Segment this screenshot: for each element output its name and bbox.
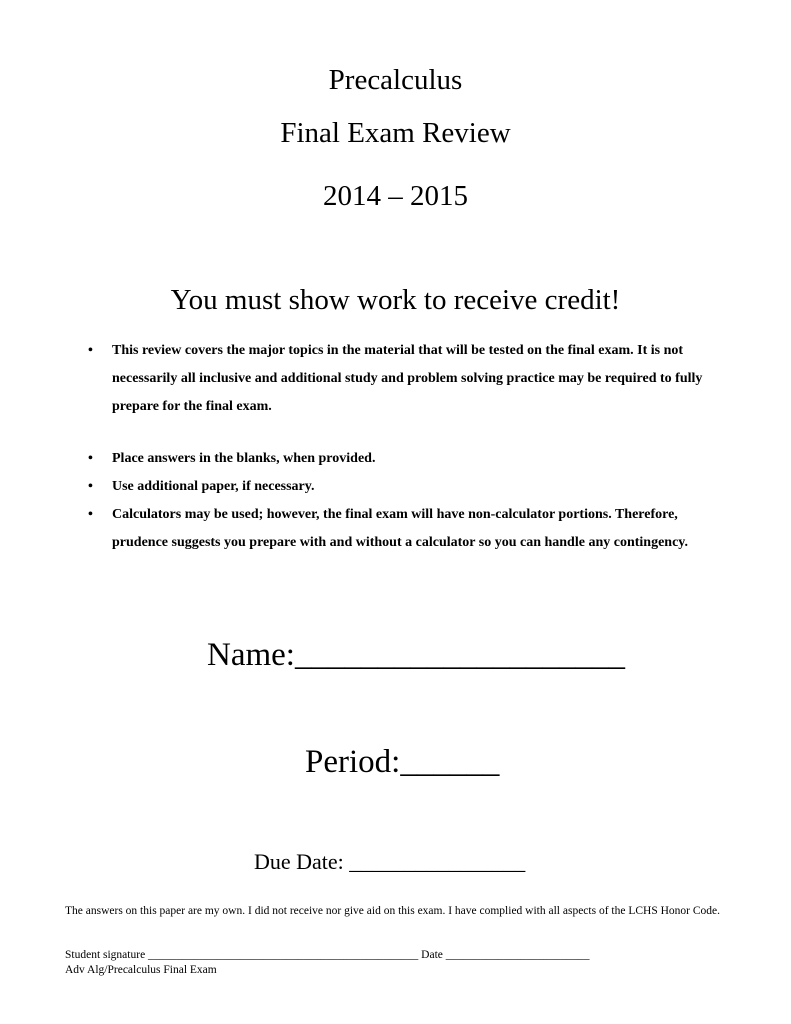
signature-blank[interactable]: _______________________________________________ — [148, 949, 419, 961]
bullet-icon: • — [88, 507, 93, 522]
period-label: Period: — [305, 744, 401, 780]
honor-statement: The answers on this paper are my own. I did not receive nor give aid on this exam. I have complied with all aspects of the LCHS Honor Code. — [65, 905, 721, 917]
bullet-icon: • — [88, 343, 93, 358]
due-date-field — [254, 849, 525, 875]
instructions-list — [86, 337, 706, 557]
school-year: 2014 – 2015 — [323, 180, 468, 212]
due-date-blank[interactable]: ________________ — [349, 849, 526, 874]
bullet-icon: • — [88, 479, 93, 494]
instruction-item — [86, 473, 706, 501]
instruction-item — [86, 337, 706, 421]
period-blank[interactable]: ______ — [400, 744, 500, 780]
course-title: Precalculus — [328, 64, 463, 96]
instruction-text: Use additional paper, if necessary. — [112, 479, 315, 494]
footer-text: Adv Alg/Precalculus Final Exam — [65, 964, 217, 976]
document-title: Final Exam Review — [280, 117, 511, 149]
instruction-item — [86, 445, 706, 473]
name-blank[interactable]: ____________________ — [294, 637, 625, 673]
name-label: Name: — [207, 637, 295, 673]
date-blank[interactable]: _________________________ — [445, 949, 590, 961]
instruction-text: Calculators may be used; however, the final exam will have non-calculator portions. Therefore, prudence suggests you prepare with and without a calculator so you can handle any contingency. — [112, 507, 689, 550]
date-label: Date — [418, 949, 446, 961]
name-field — [207, 637, 625, 674]
instruction-item — [86, 501, 706, 557]
show-work-notice: You must show work to receive credit! — [170, 284, 621, 316]
instruction-text: This review covers the major topics in the material that will be tested on the final exam. It is not necessarily all inclusive and additional study and problem solving practice may be required to fully prepare for the final exam. — [112, 343, 703, 414]
due-date-label: Due Date: — [254, 849, 350, 874]
bullet-icon: • — [88, 451, 93, 466]
period-field — [305, 744, 499, 781]
signature-label: Student signature — [65, 949, 149, 961]
instruction-text: Place answers in the blanks, when provided. — [112, 451, 376, 466]
signature-line — [65, 948, 735, 962]
